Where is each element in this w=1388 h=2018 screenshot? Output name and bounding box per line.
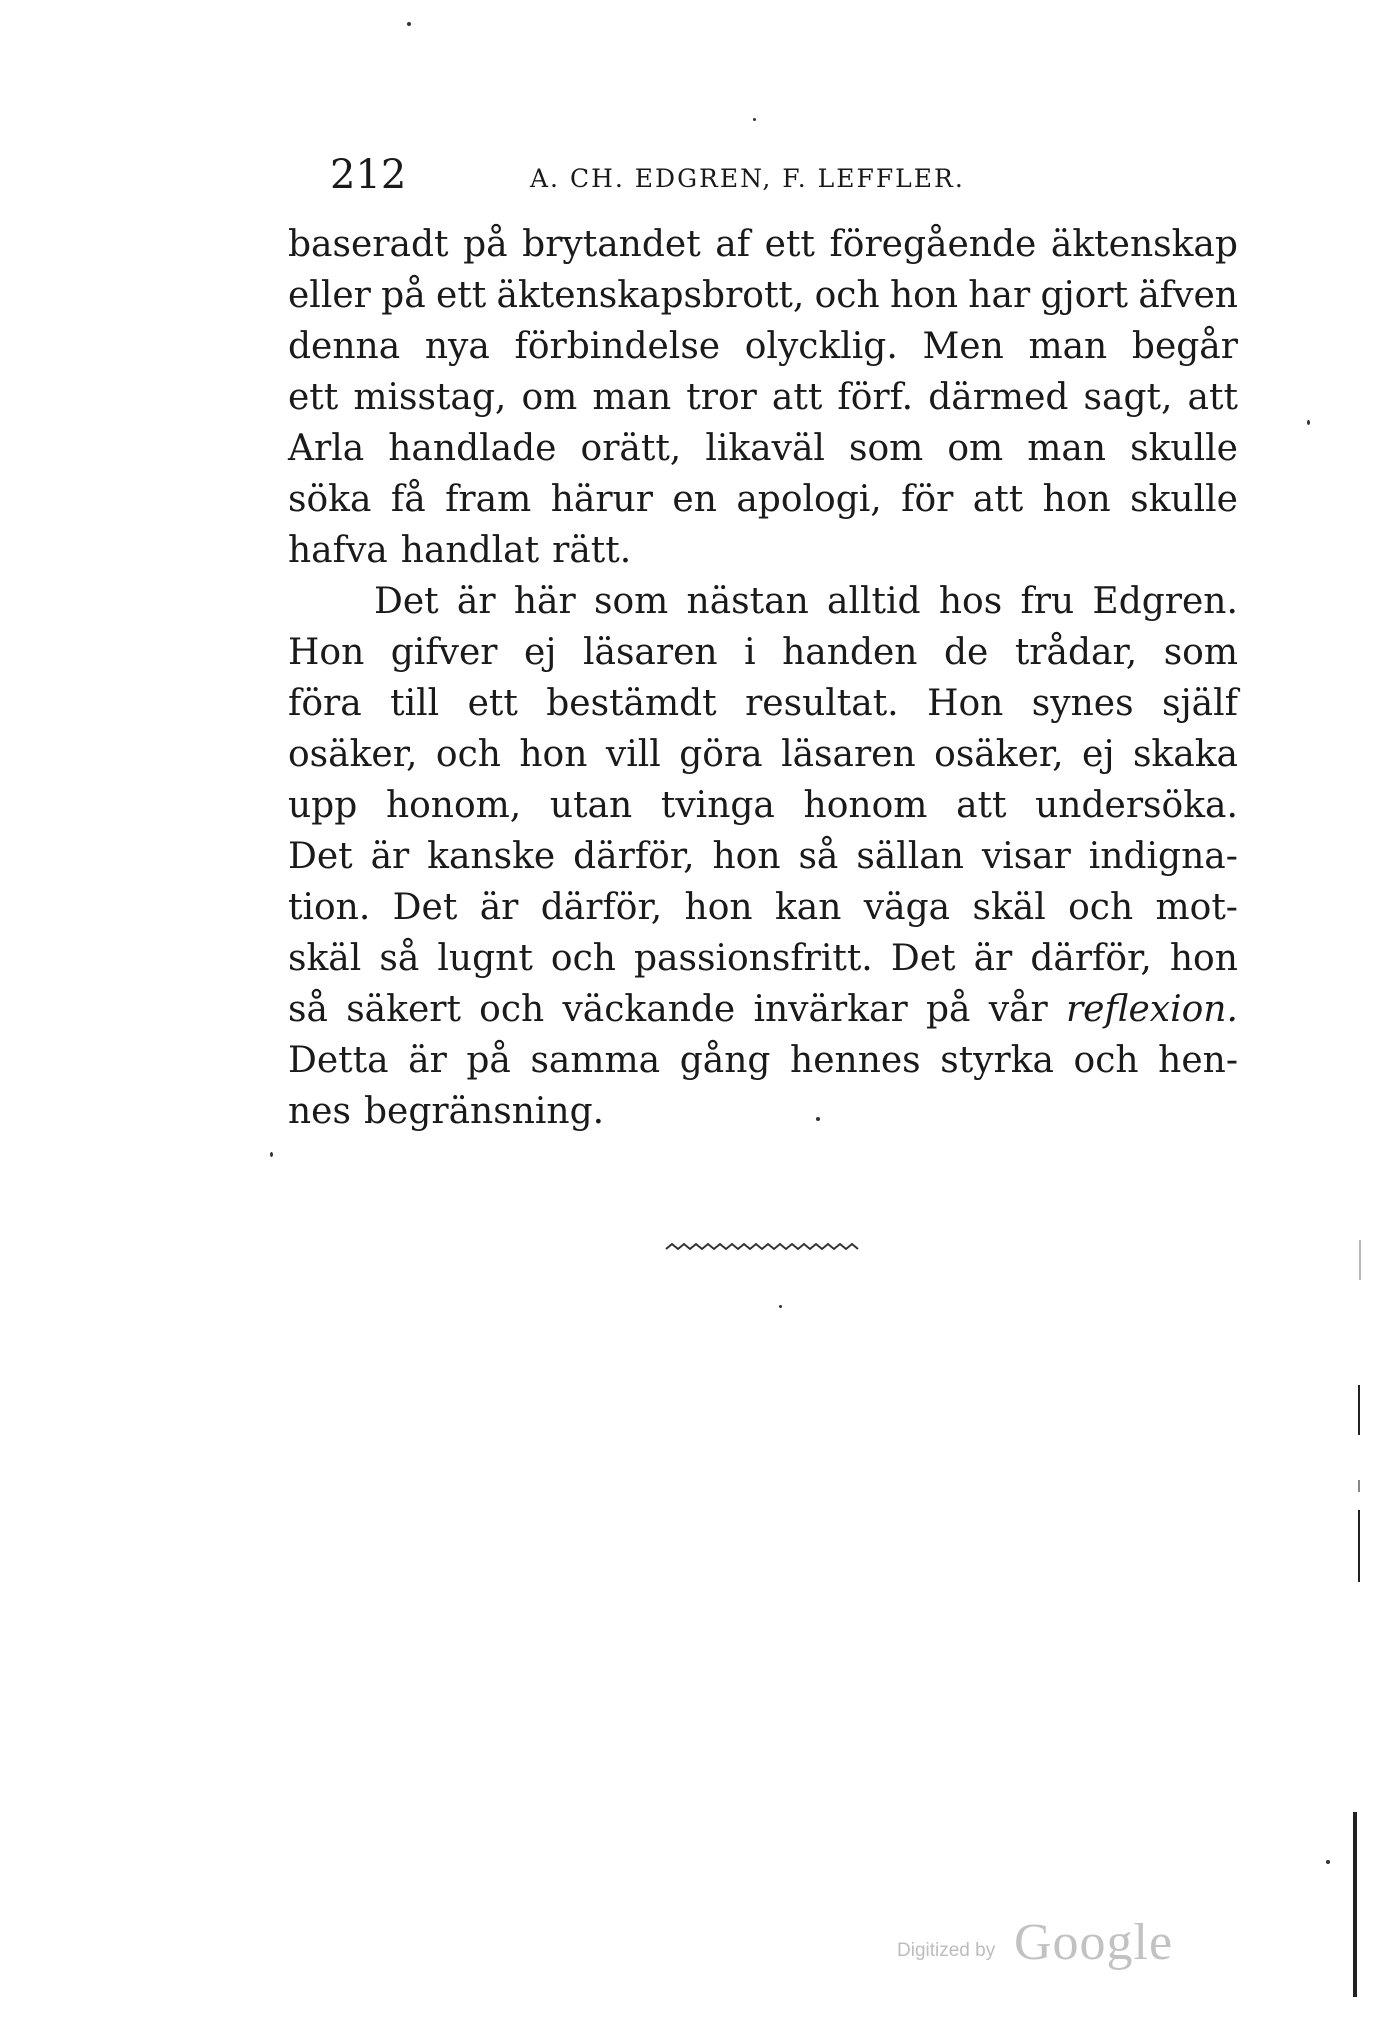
word: och <box>814 275 880 316</box>
word: begår <box>1131 326 1238 367</box>
word: är <box>456 581 496 622</box>
word: så <box>798 836 839 877</box>
word: och <box>479 989 545 1030</box>
scan-speck <box>407 22 411 26</box>
word: om <box>947 428 1004 469</box>
word: osäker, <box>288 734 418 775</box>
word: nes <box>288 1091 351 1132</box>
word: så <box>379 938 420 979</box>
text-line <box>288 474 1238 525</box>
word: ej <box>524 632 557 673</box>
word: man <box>1028 326 1108 367</box>
scan-speck <box>270 1152 273 1157</box>
scan-speck <box>779 1305 782 1308</box>
word: Detta <box>288 1040 389 1081</box>
italic-word: reflexion. <box>1065 989 1238 1030</box>
word: nya <box>424 326 490 367</box>
word: Det <box>288 836 353 877</box>
text-line <box>288 780 1238 831</box>
word: hennes <box>790 1040 921 1081</box>
word: väckande <box>562 989 736 1030</box>
word: skaka <box>1132 734 1238 775</box>
word: honom <box>803 785 928 826</box>
word: söka <box>288 479 372 520</box>
word: gjort <box>1040 275 1129 316</box>
word: baseradt <box>288 224 449 265</box>
word: och <box>1068 887 1134 928</box>
text-line <box>288 729 1238 780</box>
text-line <box>288 219 1238 270</box>
word: indigna- <box>1088 836 1238 877</box>
word: eller <box>288 275 371 316</box>
word: föra <box>288 683 362 724</box>
word: är <box>408 1040 447 1081</box>
edge-mark <box>1353 1812 1357 1997</box>
word: att <box>972 479 1024 520</box>
text-line <box>288 678 1238 729</box>
word: gång <box>679 1040 771 1081</box>
word: att <box>956 785 1007 826</box>
body-text <box>288 219 1238 1137</box>
word: sagt, <box>1083 377 1173 418</box>
word: kanske <box>427 836 556 877</box>
word: få <box>390 479 426 520</box>
scan-speck <box>753 118 756 121</box>
word: till <box>390 683 440 724</box>
word: föregående <box>829 224 1037 265</box>
word: ett <box>288 377 339 418</box>
word: äktenskapsbrott, <box>496 275 805 316</box>
word: man <box>592 377 672 418</box>
word: härur <box>550 479 653 520</box>
word: hafva <box>288 530 388 571</box>
word: så <box>288 989 328 1030</box>
word: skulle <box>1130 479 1238 520</box>
text-line <box>288 270 1238 321</box>
word: skulle <box>1130 428 1238 469</box>
word: på <box>463 224 508 265</box>
word: handlat <box>400 530 540 571</box>
word: synes <box>1031 683 1134 724</box>
word: på <box>925 989 971 1030</box>
word: förbindelse <box>514 326 721 367</box>
word: gifver <box>390 632 498 673</box>
word: i <box>744 632 756 673</box>
text-line <box>288 372 1238 423</box>
text-line <box>288 627 1238 678</box>
word: hon <box>1042 479 1111 520</box>
text-line <box>288 1035 1238 1086</box>
word: säkert <box>346 989 461 1030</box>
word: fru <box>1020 581 1075 622</box>
word: visar <box>981 836 1071 877</box>
word: på <box>381 275 426 316</box>
word: Arla <box>288 428 365 469</box>
edge-mark <box>1358 1385 1360 1435</box>
word: alltid <box>827 581 921 622</box>
word: denna <box>288 326 401 367</box>
google-logo: Google <box>1014 1914 1174 1971</box>
word: sällan <box>856 836 964 877</box>
word: vår <box>988 989 1048 1030</box>
scan-speck <box>1326 1860 1330 1864</box>
word: mot- <box>1155 887 1238 928</box>
word: hon <box>519 734 588 775</box>
word: ett <box>467 683 518 724</box>
word: hos <box>938 581 1003 622</box>
word: Det <box>392 887 458 928</box>
word: att <box>771 377 823 418</box>
word: rätt. <box>552 530 632 571</box>
word: läsaren <box>582 632 718 673</box>
word: som <box>1163 632 1238 673</box>
word: fram <box>445 479 532 520</box>
word: skäl <box>972 887 1046 928</box>
word: osäker, <box>934 734 1064 775</box>
word: själf <box>1161 683 1238 724</box>
word: honom, <box>385 785 522 826</box>
word: hon <box>1169 938 1238 979</box>
ornament-rule <box>664 1239 864 1259</box>
word: upp <box>288 785 358 826</box>
word: man <box>1027 428 1107 469</box>
word: resultat. <box>745 683 899 724</box>
word: hon <box>684 887 753 928</box>
word: därför, <box>573 836 695 877</box>
word: olycklig. <box>744 326 898 367</box>
text-line <box>288 882 1238 933</box>
word: likaväl <box>705 428 825 469</box>
word: utan <box>549 785 633 826</box>
word: hon <box>712 836 781 877</box>
text-line <box>288 1086 1238 1137</box>
word: som <box>849 428 924 469</box>
word: kan <box>774 887 842 928</box>
word: om <box>521 377 578 418</box>
word: är <box>370 836 410 877</box>
word: för <box>901 479 954 520</box>
edge-mark <box>1358 1480 1360 1492</box>
word: därmed <box>928 377 1069 418</box>
word: handen <box>782 632 918 673</box>
word: hon <box>889 275 958 316</box>
word: och <box>1073 1040 1139 1081</box>
text-line <box>288 321 1238 372</box>
word: Hon <box>288 632 365 673</box>
text-line <box>288 933 1238 984</box>
word: och <box>550 938 616 979</box>
word: på <box>466 1040 511 1081</box>
word: samma <box>530 1040 661 1081</box>
word: undersöka. <box>1035 785 1238 826</box>
word: vill <box>605 734 661 775</box>
word: ett <box>435 275 487 316</box>
word: därför, <box>540 887 663 928</box>
word: en <box>672 479 717 520</box>
word: passionsfritt. <box>634 938 873 979</box>
word: orätt, <box>580 428 682 469</box>
word: de <box>943 632 989 673</box>
word: bestämdt <box>546 683 717 724</box>
word: hen- <box>1158 1040 1238 1081</box>
word: göra <box>679 734 763 775</box>
word: äfven <box>1138 275 1238 316</box>
text-line <box>288 423 1238 474</box>
word: har <box>968 275 1031 316</box>
text-line <box>288 525 1238 576</box>
word: tror <box>686 377 757 418</box>
scan-speck <box>816 1117 820 1121</box>
edge-mark <box>1359 1240 1361 1280</box>
word: ett <box>764 224 815 265</box>
text-line <box>288 831 1238 882</box>
word: Det <box>890 938 956 979</box>
word: brytandet <box>522 224 701 265</box>
word: invärkar <box>753 989 908 1030</box>
word: och <box>435 734 501 775</box>
text-line <box>288 576 1238 627</box>
word: förf. <box>837 377 914 418</box>
word: är <box>973 938 1013 979</box>
word: trådar, <box>1014 632 1138 673</box>
word: Hon <box>927 683 1004 724</box>
word: handlade <box>388 428 557 469</box>
edge-mark <box>1358 1510 1360 1582</box>
word: ej <box>1082 734 1115 775</box>
word: som <box>593 581 669 622</box>
word: Det <box>374 581 439 622</box>
word: därför, <box>1030 938 1152 979</box>
word: att <box>1187 377 1238 418</box>
page-header <box>330 150 1230 200</box>
word: lugnt <box>437 938 533 979</box>
running-head: A. CH. EDGREN, F. LEFFLER. <box>530 164 965 193</box>
word: Edgren. <box>1092 581 1238 622</box>
word: styrka <box>940 1040 1054 1081</box>
word: af <box>715 224 751 265</box>
page-number: 212 <box>330 152 407 198</box>
scan-speck <box>1307 420 1310 425</box>
word: läsaren <box>781 734 916 775</box>
text-line <box>288 984 1238 1035</box>
word: här <box>513 581 576 622</box>
word: misstag, <box>353 377 507 418</box>
digitized-watermark <box>897 1912 1197 1972</box>
word: är <box>479 887 519 928</box>
word: tvinga <box>660 785 775 826</box>
watermark-prefix: Digitized by <box>897 1940 996 1961</box>
word: tion. <box>288 887 371 928</box>
word: apologi, <box>736 479 882 520</box>
word: Men <box>922 326 1004 367</box>
word: väga <box>863 887 951 928</box>
word: äktenskap <box>1050 224 1238 265</box>
word: skäl <box>288 938 362 979</box>
word: begränsning. <box>363 1091 605 1132</box>
word: nästan <box>686 581 809 622</box>
